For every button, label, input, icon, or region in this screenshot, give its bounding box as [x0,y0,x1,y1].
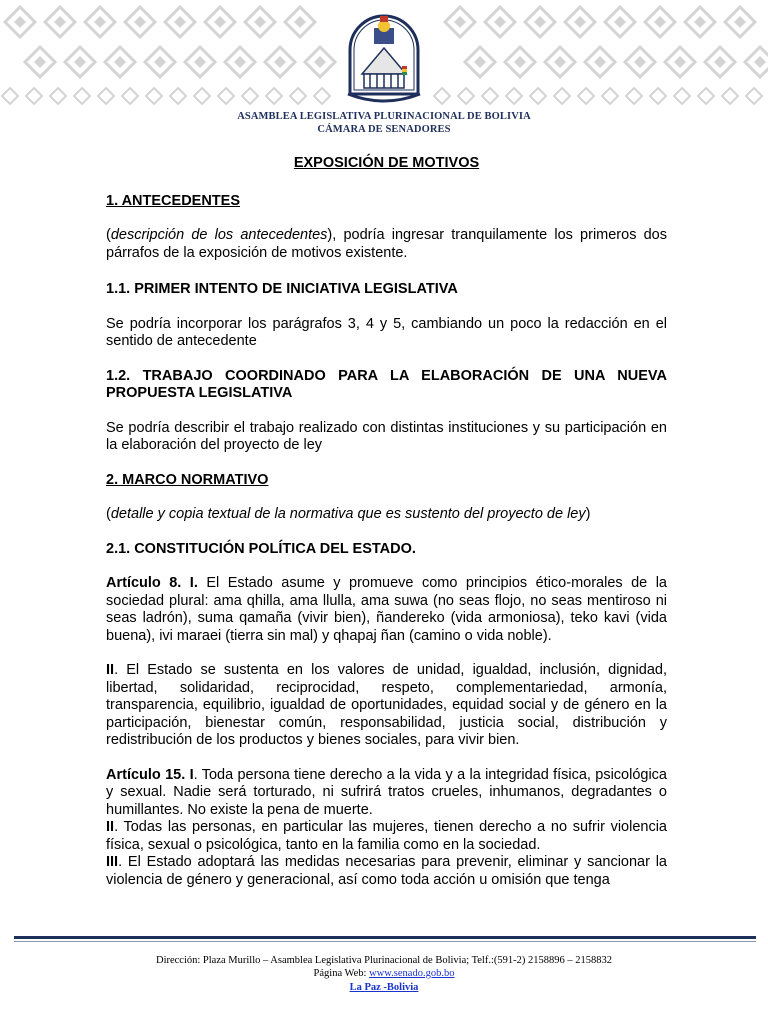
letterhead [0,0,768,140]
footer-city [0,982,768,993]
section-1-1-heading: 1.1. PRIMER INTENTO DE INICIATIVA LEGISLATIVA [106,281,458,297]
article-15-paragraph-3 [106,854,667,889]
section-1-2-text: Se podría describir el trabajo realizado con distintas instituciones y su participación en la elaboración del proyecto de ley [106,419,667,453]
footer-divider-thin [14,941,756,942]
section-1-heading: 1. ANTECEDENTES [106,192,241,209]
document-body [106,155,667,889]
article-15-paragraph-2 [106,819,667,854]
article-15-text-3: . El Estado adoptará las medidas necesarias para prevenir, eliminar y sancionar la violencia de género y generacional, así como toda acción u omisión que tenga [106,854,667,888]
article-15-iii-label: III [106,854,119,870]
article-8-text-2: . El Estado se sustenta en los valores de unidad, igualdad, inclusión, dignidad, libertad, solidaridad, reciprocidad, respeto, complementariedad, armonía, transparencia, equilibrio, igualdad de oportunidades, equidad social y de género en la participación, bienestar común, responsabilidad, justicia social, distribución y redistribución de los productos y bienes sociales, para vivir bien. [106,662,667,748]
article-8-text-1: El Estado asume y promueve como principios ético-morales de la sociedad plural: ama qhilla, ama llulla, ama suwa (no seas flojo, no seas mentiroso ni seas ladrón), suma qamaña (vivir bien), ñandereko (vida armoniosa), teko kavi (vida buena), ivi maraei (tierra sin mal) y qhapaj ñan (camino o vida noble). [106,575,667,644]
article-15-ii-label: II [106,819,115,835]
chamber-name: CÁMARA DE SENADORES [317,124,451,135]
footer-web [0,968,768,979]
footer-web-label: Página Web: [313,968,370,979]
article-8-ii-label: II [106,662,115,678]
section-1-intro: (descripción de los antecedentes), podría ingresar tranquilamente los primeros dos párrafos de la exposición de motivos existente. [106,227,667,261]
footer-divider [14,936,756,939]
senate-seal-logo [344,8,424,108]
city-link[interactable]: La Paz -Bolivia [349,982,419,993]
institution-name: ASAMBLEA LEGISLATIVA PLURINACIONAL DE BOLIVIA [237,111,531,122]
article-8-paragraph-2 [106,662,667,750]
article-8-label: Artículo 8. I. [106,575,198,591]
document-title: EXPOSICIÓN DE MOTIVOS [293,155,480,171]
section-1-intro-text: ), podría ingresar tranquilamente los primeros dos párrafos de la exposición de motivos existente. [106,227,667,261]
section-2-1-heading: 2.1. CONSTITUCIÓN POLÍTICA DEL ESTADO. [106,540,416,557]
section-2-intro-italic: detalle y copia textual de la normativa que es sustento del proyecto de ley [110,506,586,522]
footer-address: Dirección: Plaza Murillo – Asamblea Legislativa Plurinacional de Bolivia; Telf.:(591-2) 2158896 – 2158832 [155,955,613,966]
article-15-text-1: . Toda persona tiene derecho a la vida y a la integridad física, psicológica y sexual. Nadie será torturado, ni sufrirá tratos crueles, inhumanos, degradantes o humillantes. No existe la pena de muerte. [106,766,667,818]
section-1-1-text: Se podría incorporar los parágrafos 3, 4 y 5, cambiando un poco la redacción en el sentido de antecedente [106,315,667,349]
website-link[interactable]: www.senado.gob.bo [369,968,455,979]
section-2-intro: (detalle y copia textual de la normativa que es sustento del proyecto de ley) [106,506,591,522]
article-8-paragraph-1 [106,575,667,645]
section-1-2-heading: 1.2. TRABAJO COORDINADO PARA LA ELABORACIÓN DE UNA NUEVA PROPUESTA LEGISLATIVA [106,367,667,401]
section-1-intro-italic: descripción de los antecedentes [110,227,328,243]
article-15-paragraph-1 [106,767,667,820]
article-15-label: Artículo 15. I [106,766,194,783]
article-15-text-2: . Todas las personas, en particular las mujeres, tienen derecho a no sufrir violencia física, sexual o psicológica, tanto en la familia como en la sociedad. [106,819,667,853]
section-2-heading: 2. MARCO NORMATIVO [106,471,269,488]
